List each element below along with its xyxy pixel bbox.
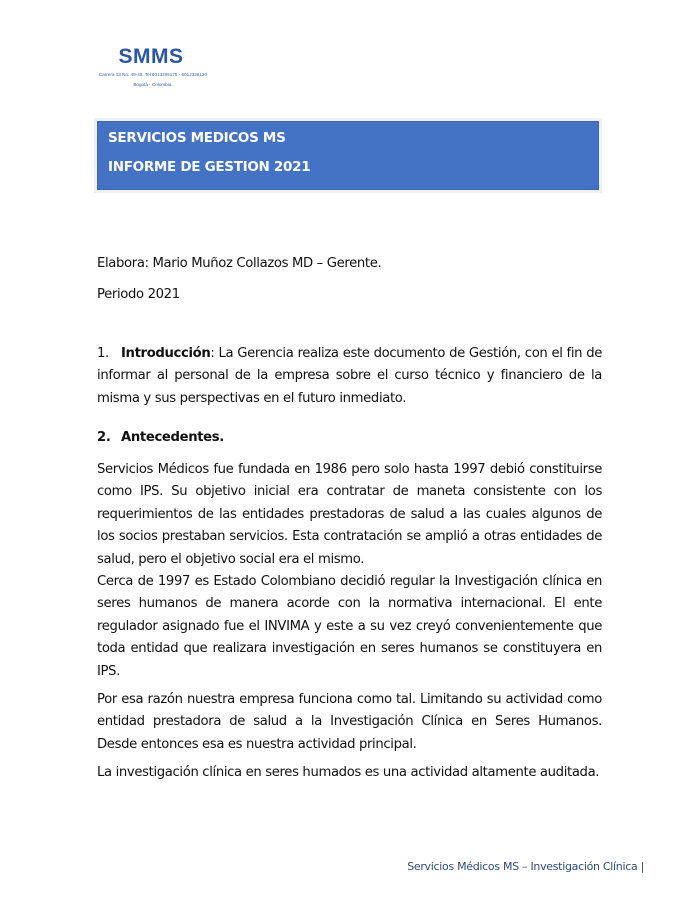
- logo-name: SMMS: [118, 45, 184, 68]
- intro-heading: Introducción: [121, 346, 211, 361]
- background-paragraph-3: Por esa razón nuestra empresa funciona como tal. Limitando su actividad como entidad prestadora de salud a la Investigación Clínica en Seres Humanos. Desde entonces esa es nuestra actividad principal.: [97, 692, 602, 752]
- background-heading-line: [97, 430, 224, 445]
- background-paragraph-1: Servicios Médicos fue fundada en 1986 pero solo hasta 1997 debió constituirse como IPS. Su objetivo inicial era contratar de maneta consistente con los requerimientos de las entidades prestadoras de salud a las cuales algunos de los socios prestaban servicios. Esta contratación se amplió a otras entidades de salud, pero el objetivo social era el mismo.: [97, 462, 602, 567]
- period-line: Periodo 2021: [97, 287, 180, 302]
- title-box: [97, 121, 599, 190]
- page-footer: Servicios Médicos MS – Investigación Clínica |: [407, 860, 644, 873]
- logo-city: Bogotá - Colombia.: [133, 82, 173, 87]
- intro-text: : La Gerencia realiza este documento de Gestión, con el fin de informar al personal de la empresa sobre el curso técnico y financiero de la misma y sus perspectivas en el futuro inmediato.: [97, 346, 602, 406]
- logo-address: Carrera 13 No. 49-40. Tel 6013205175 - 6012326120: [98, 72, 208, 77]
- author-line: Elabora: Mario Muñoz Collazos MD – Gerente.: [97, 256, 382, 271]
- intro-number: 1.: [97, 346, 109, 361]
- background-paragraph-2: Cerca de 1997 es Estado Colombiano decidió regular la Investigación clínica en seres humanos de manera acorde con la normativa internacional. El ente regulador asignado fue el INVIMA y este a su vez creyó convenientemente que toda entidad que realizara investigación en seres humanos se constituyera en IPS.: [97, 574, 602, 679]
- title-report: INFORME DE GESTION 2021: [108, 159, 311, 175]
- background-number: 2.: [97, 430, 111, 445]
- company-logo: [78, 46, 228, 88]
- background-paragraph-4: La investigación clínica en seres humados es una actividad altamente auditada.: [97, 765, 600, 780]
- intro-paragraph: [97, 343, 602, 410]
- title-company: SERVICIOS MEDICOS MS: [108, 130, 286, 146]
- background-heading: Antecedentes.: [121, 430, 224, 445]
